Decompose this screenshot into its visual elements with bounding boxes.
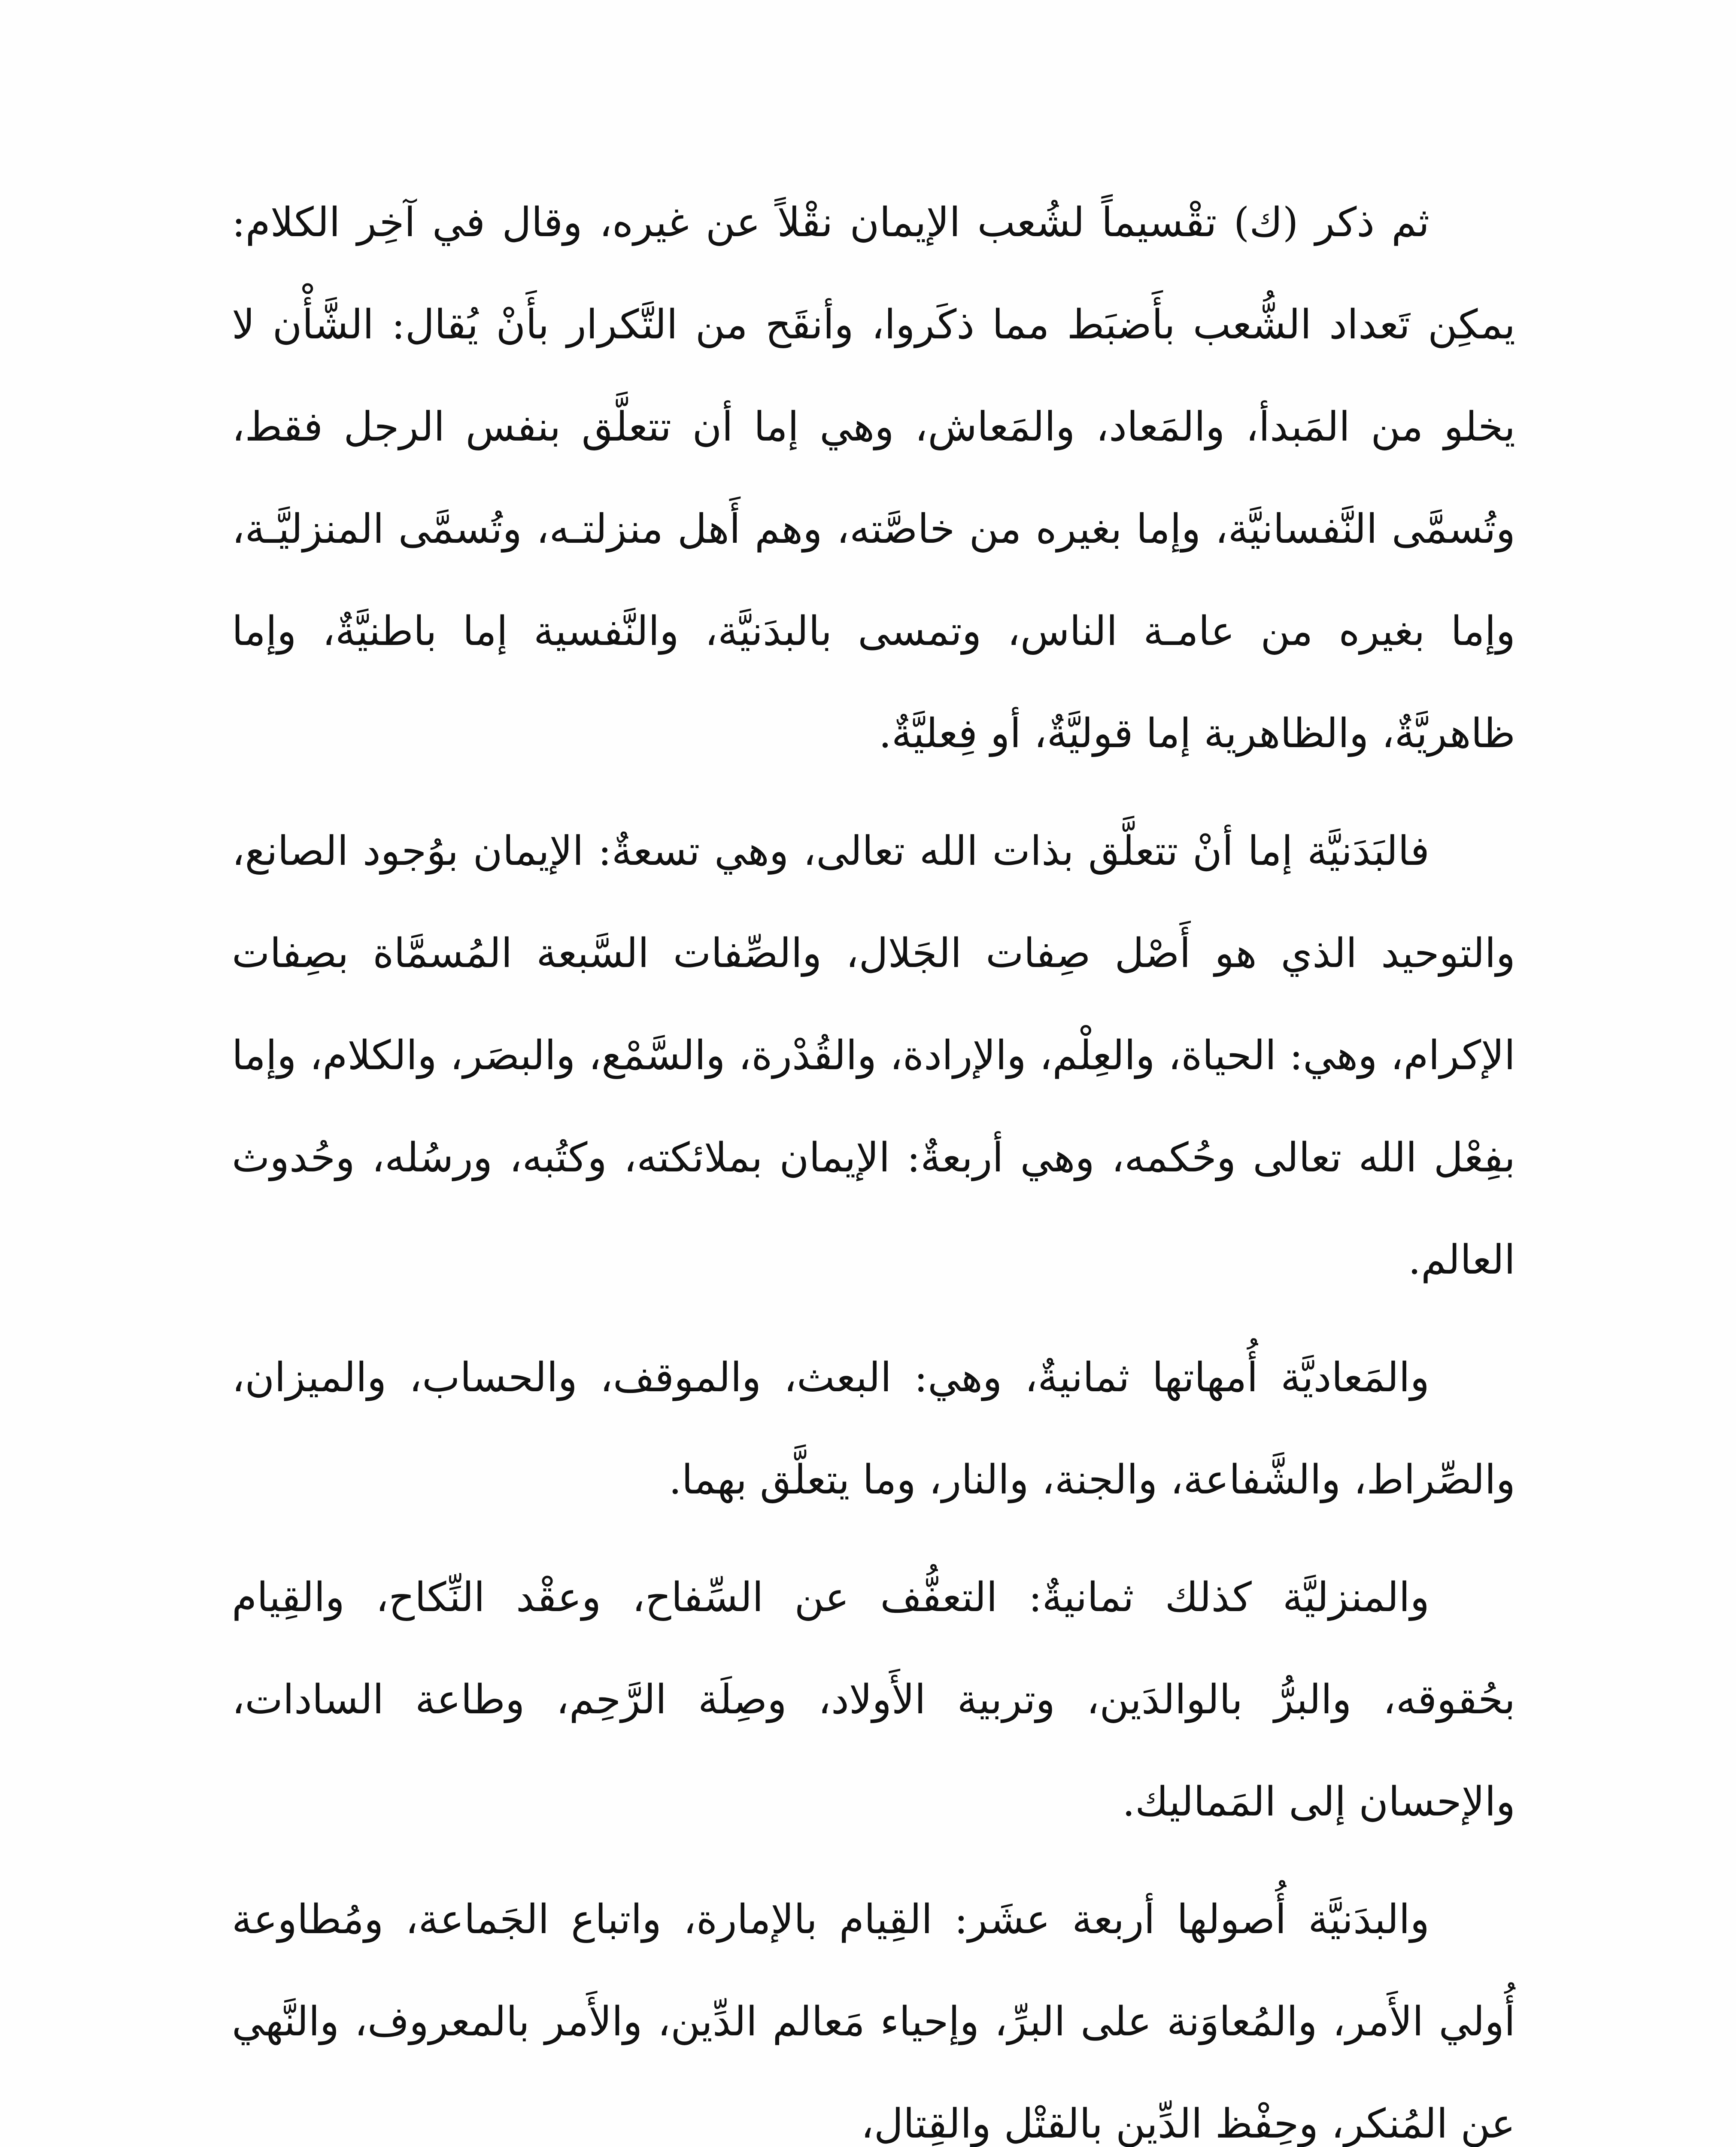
paragraph-2: فالبَدَنيَّة إما أنْ تتعلَّق بذات الله تعالى، وهي تسعةٌ: الإيمان بوُجود الصانع، والتوحيد الذي هو أَصْل صِفات الجَلال، والصِّفات السَّبعة المُسمَّاة بصِفات الإكرام، وهي: الحياة، والعِلْم، والإرادة، والقُدْرة، والسَّمْع، والبصَر، والكلام، وإما بفِعْل الله تعالى وحُكمه، وهي أربعةٌ: الإيمان بملائكته، وكتُبه، ورسُله، وحُدوث العالم. [232, 828, 1515, 1283]
paragraph-4: والمنزليَّة كذلك ثمانيةٌ: التعفُّف عن السِّفاح، وعقْد النِّكاح، والقِيام بحُقوقه، والبرُّ بالوالدَين، وتربية الأَولاد، وصِلَة الرَّحِم، وطاعة السادات، والإحسان إلى المَماليك. [232, 1574, 1515, 1825]
paragraph-1: ثم ذكر (ك) تقْسيماً لشُعب الإيمان نقْلاً عن غيره، وقال في آخِر الكلام: يمكِن تَعداد الشُّعب بأَضبَط مما ذكَروا، وأنقَح من التَّكرار بأَنْ يُقال: الشَّأْن لا يخلو من المَبدأ، والمَعاد، والمَعاش، وهي إما أن تتعلَّق بنفس الرجل فقط، وتُسمَّى النَّفسانيَّة، وإما بغيره من خاصَّته، وهم أَهل منزلتـه، وتُسمَّى المنزليَّـة، وإما بغيره من عامـة الناس، وتمسى بالبدَنيَّة، والنَّفسية إما باطنيَّةٌ، وإما ظاهريَّةٌ، والظاهرية إما قوليَّةٌ، أو فِعليَّةٌ. [232, 199, 1515, 757]
paragraph-3: والمَعاديَّة أُمهاتها ثمانيةٌ، وهي: البعث، والموقف، والحساب، والميزان، والصِّراط، والشَّفاعة، والجنة، والنار، وما يتعلَّق بهما. [232, 1354, 1515, 1503]
body-text [232, 172, 1515, 2147]
paragraph-5: والبدَنيَّة أُصولها أربعة عشَر: القِيام بالإمارة، واتباع الجَماعة، ومُطاوعة أُولي الأَمر، والمُعاوَنة على البرِّ، وإحياء مَعالم الدِّين، والأَمر بالمعروف، والنَّهي عن المُنكر، وحِفْظ الدِّين بالقتْل والقِتال، [232, 1896, 1515, 2147]
